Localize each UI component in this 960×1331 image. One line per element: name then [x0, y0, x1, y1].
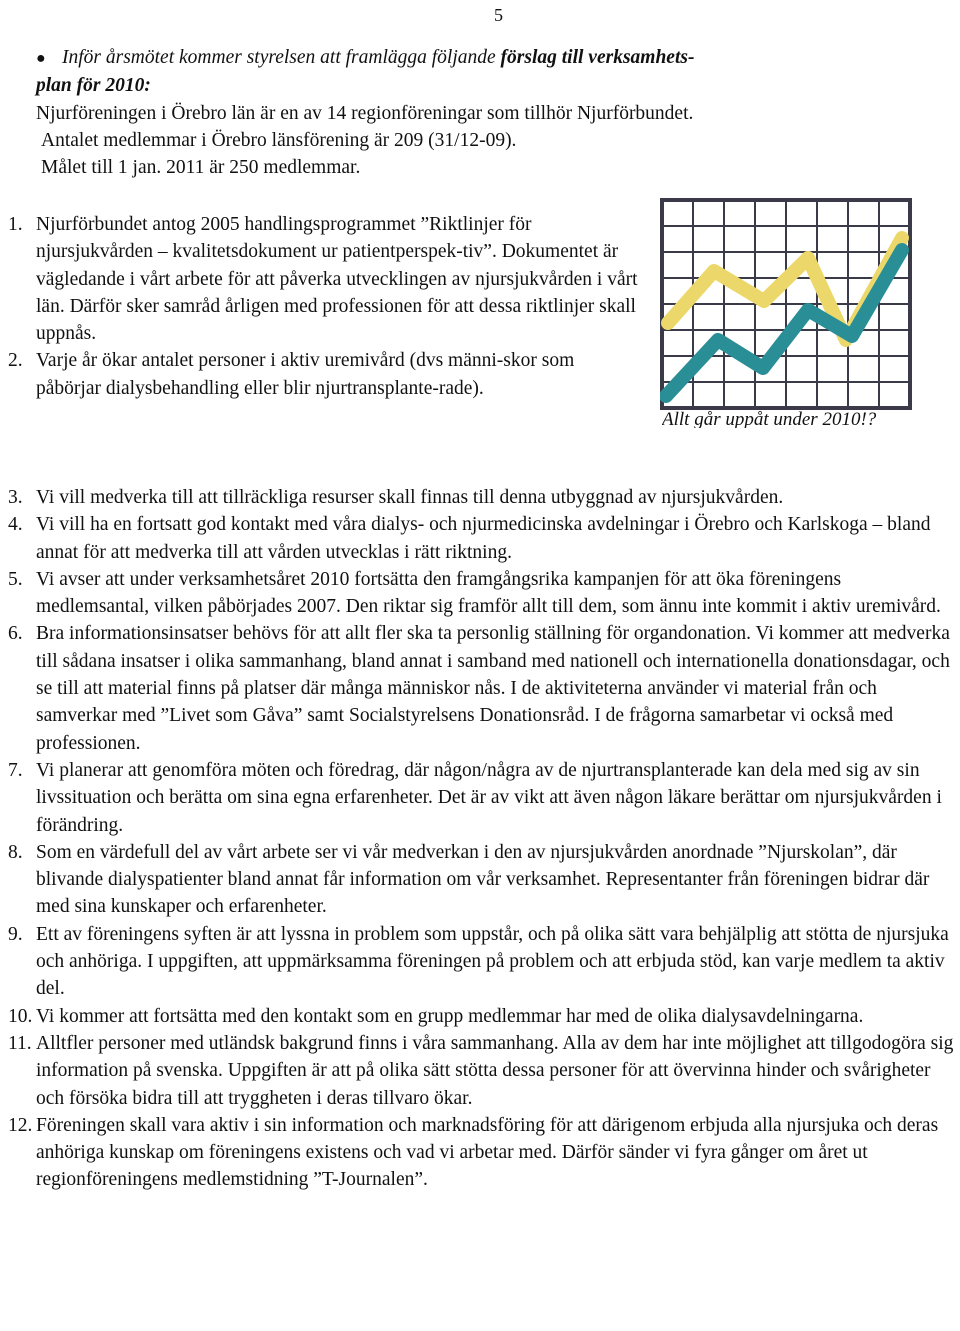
item-number: 7. [8, 759, 23, 781]
item-text: Vi vill ha en fortsatt god kontakt med våra dialys- och njurmedicinska avdelningar i Örebro och Karlskoga – bland annat för att medverka till att vården utvecklas i rätt riktning. [36, 514, 931, 563]
page-number: 5 [494, 5, 503, 25]
intro-line-5: Målet till 1 jan. 2011 är 250 medlemmar. [41, 157, 361, 179]
item-number: 5. [8, 568, 23, 590]
list-item [8, 1003, 958, 1030]
rising-lines-illustration [660, 198, 912, 430]
list-item [8, 511, 958, 566]
item-text: Njurförbundet antog 2005 handlingsprogrammet ”Riktlinjer för njursjukvården – kvalitetsdokument ur patientperspek-tiv”. Dokumentet är vägledande i vårt arbete för att påverka utvecklingen av njursjukvården i vårt län. Därför sker samråd årligen med professionen för att dessa riktlinjer skall uppnås. [36, 214, 638, 345]
list-item [8, 566, 958, 621]
item-number: 2. [8, 350, 23, 372]
item-text: Ett av föreningens syften är att lyssna in problem som uppstår, och på olika sätt vara behjälplig att stötta de njursjuka och anhöriga. I uppgiften, att uppmärksamma föreningen på problem och att erbjuda stöd, kan varje medlem ta aktiv del. [36, 923, 949, 1000]
item-number: 10. [8, 1005, 33, 1027]
item-number: 8. [8, 841, 23, 863]
item-number: 6. [8, 623, 23, 645]
intro-line-4: Antalet medlemmar i Örebro länsförening är 209 (31/12-09). [41, 129, 517, 151]
item-number: 3. [8, 487, 23, 508]
intro-italic: Inför årsmötet kommer styrelsen att framlägga följande [62, 47, 496, 68]
item-number: 12. [8, 1114, 33, 1136]
item-number: 1. [8, 214, 23, 235]
list-item [8, 1112, 958, 1194]
item-text: Varje år ökar antalet personer i aktiv uremivård (dvs männi-skor som påbörjar dialysbehandling eller blir njurtransplante-rade). [36, 350, 575, 399]
list-item [8, 757, 958, 839]
list-item [8, 839, 958, 921]
intro-bold-title: förslag till verksamhets- [500, 47, 695, 68]
item-number: 9. [8, 923, 23, 945]
item-text: Vi planerar att genomföra möten och föredrag, där någon/några av de njurtransplanterade kan dela med sig av sin livssituation och berätta om sina egna erfarenheter. Det är av vikt att även någon läkare berättar om njursjukvården i förändring. [36, 759, 942, 836]
intro-title-continued: plan för 2010: [36, 75, 151, 97]
numbered-list-main [8, 484, 958, 1248]
rising-lines-svg [660, 198, 912, 410]
list-item [8, 1030, 958, 1112]
list-item [8, 620, 958, 756]
numbered-list-top [8, 211, 638, 402]
item-text: Vi avser att under verksamhetsåret 2010 fortsätta den framgångsrika kampanjen för att öka föreningens medlemsantal, vilken påbörjades 2007. Den riktar sig framför allt till dem, som ännu inte kommit i aktiv uremivård. [36, 568, 941, 618]
item-text: Vi kommer att fortsätta med den kontakt som en grupp medlemmar har med de olika dialysavdelningarna. [36, 1005, 864, 1027]
list-item [8, 1194, 958, 1249]
list-item [8, 211, 638, 347]
bullet-dot-icon: ● [36, 50, 46, 67]
item-text: Vi vill medverka till att tillräckliga resurser skall finnas till denna utbyggnad av njursjukvården. [36, 487, 784, 508]
intro-bullet-line [36, 44, 916, 72]
intro-section [36, 44, 916, 181]
item-text: Föreningen skall vara aktiv i sin information och marknadsföring för att därigenom erbjuda alla njursjuka och deras anhöriga kunskap om föreningens existens och vad vi arbetar med. Därför sänder vi fyra gånger om året ut regionföreningens medlemstidning ”T-Journalen”. [36, 1114, 939, 1191]
item-number: 11. [8, 1032, 32, 1054]
item-text: Alltfler personer med utländsk bakgrund finns i våra sammanhang. Alla av dem har inte möjlighet att tillgodogöra sig information på svenska. Uppgiften är att på olika sätt stötta dessa personer för att övervinna hinder och svårigheter och försöka bidra till att tryggheten i deras tillvaro ökar. [36, 1032, 954, 1109]
list-item [8, 921, 958, 1003]
item-text [36, 1194, 958, 1249]
figure-caption: Allt går uppåt under 2010!? [662, 409, 877, 428]
item-number: 4. [8, 514, 23, 536]
item-text: Bra informationsinsatser behövs för att allt fler ska ta personlig ställning för organdonation. Vi kommer att medverka till sådana insatser i olika sammanhang, bland annat i samband med nationell och internationella donationsdagar, och se till att material finns på platser där många människor nås. I de aktiviteterna använder vi material från och samverkar med ”Livet som Gåva” samt Socialstyrelsens Donationsråd. I de frågorna samarbetar vi också med professionen. [36, 623, 950, 754]
list-item [8, 347, 638, 402]
item-text: Som en värdefull del av vårt arbete ser vi vår medverkan i den av njursjukvården anordnade ”Njurskolan”, där blivande dialyspatienter bland annat får information om vår verksamhet. Representanter från föreningen bidrar där med sina kunskaper och erfarenheter. [36, 841, 930, 918]
list-item [8, 484, 958, 511]
intro-line-3: Njurföreningen i Örebro län är en av 14 regionföreningar som tillhör Njurförbundet. [36, 102, 694, 124]
